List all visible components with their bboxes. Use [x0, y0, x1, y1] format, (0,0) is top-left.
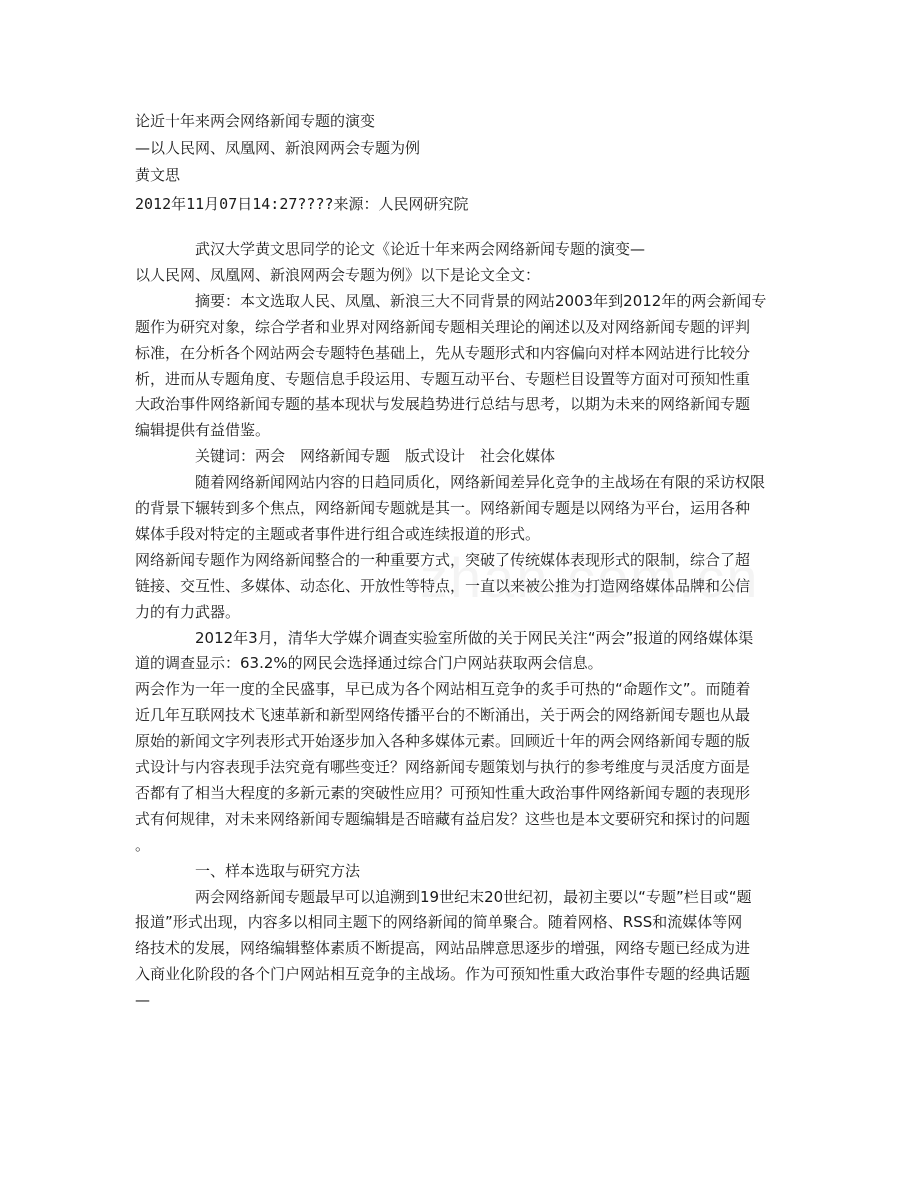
author-name: 黄文思 — [135, 166, 181, 184]
body-line: 两会网络新闻专题最早可以追溯到19世纪末20世纪初，最初主要以“专题”栏目或“题 — [135, 887, 752, 906]
body-line: 摘要：本文选取人民、凤凰、新浪三大不同背景的网站2003年到2012年的两会新闻专 — [135, 291, 767, 310]
body-line: 随着网络新闻网站内容的日趋同质化，网络新闻差异化竞争的主战场在有限的采访权限 — [135, 473, 766, 492]
body-line: 关键词：两会 网络新闻专题 版式设计 社会化媒体 — [135, 447, 556, 466]
body-line: 络技术的发展，网络编辑整体素质不断提高，网站品牌意思逐步的增强，网络专题已经成为进 — [135, 939, 751, 958]
body-line: 网络新闻专题作为网络新闻整合的一种重要方式，突破了传统媒体表现形式的限制，综合了超 — [135, 550, 751, 569]
body-line: 链接、交互性、多媒体、动态化、开放性等特点，一直以来被公推为打造网络媒体品牌和公信 — [135, 576, 751, 595]
body-line: 题作为研究对象，综合学者和业界对网络新闻专题相关理论的阐述以及对网络新闻专题的评判 — [135, 317, 751, 336]
body-line: 式有何规律，对未来网络新闻专题编辑是否暗藏有益启发？这些也是本文要研究和探讨的问题 — [135, 809, 751, 828]
body-line: 2012年3月，清华大学媒介调查实验室所做的关于网民关注“两会”报道的网络媒体渠 — [135, 628, 754, 647]
body-line: 编辑提供有益借鉴。 — [135, 421, 271, 440]
body-line: — — [135, 991, 150, 1010]
body-line: 大政治事件网络新闻专题的基本现状与发展趋势进行总结与思考，以期为未来的网络新闻专题 — [135, 395, 751, 414]
date-source-line: 2012年11月07日14:27????来源：人民网研究院 — [135, 195, 469, 213]
body-line: 力的有力武器。 — [135, 602, 241, 621]
body-line: 析，进而从专题角度、专题信息手段运用、专题互动平台、专题栏目设置等方面对可预知性重 — [135, 369, 751, 388]
document-title: 论近十年来两会网络新闻专题的演变 — [135, 112, 376, 130]
document-subtitle: —以人民网、凤凰网、新浪网两会专题为例 — [135, 139, 421, 157]
body-line: 武汉大学黄文思同学的论文《论近十年来两会网络新闻专题的演变— — [135, 240, 646, 258]
body-line: 近几年互联网技术飞速革新和新型网络传播平台的不断涌出，关于两会的网络新闻专题也从最 — [135, 706, 751, 725]
body-line: 报道”形式出现，内容多以相同主题下的网络新闻的简单聚合。随着网格、RSS和流媒体等网 — [135, 913, 743, 932]
body-line: 的背景下辗转到多个焦点，网络新闻专题就是其一。网络新闻专题是以网络为平台，运用各种 — [135, 499, 751, 517]
body-line: 一、样本选取与研究方法 — [135, 861, 361, 880]
body-line: 否都有了相当大程度的多新元素的突破性应用？可预知性重大政治事件网络新闻专题的表现形 — [135, 783, 751, 802]
body-line: 入商业化阶段的各个门户网站相互竞争的主战场。作为可预知性重大政治事件专题的经典话题 — [135, 965, 751, 984]
body-line: 两会作为一年一度的全民盛事，早已成为各个网站相互竞争的炙手可热的“命题作文”。而随着 — [135, 680, 751, 699]
body-line: 标准，在分析各个网站两会专题特色基础上，先从专题形式和内容偏向对样本网站进行比较分 — [135, 343, 751, 362]
body-line: 媒体手段对特定的主题或者事件进行组合或连续报道的形式。 — [135, 524, 541, 543]
body-line: 以人民网、凤凰网、新浪网两会专题为例》以下是论文全文： — [135, 265, 541, 284]
body-line: 道的调查显示：63.2%的网民会选择通过综合门户网站获取两会信息。 — [135, 654, 603, 673]
body-line: 。 — [135, 835, 151, 854]
body-line: 式设计与内容表现手法究竟有哪些变迁？网络新闻专题策划与执行的参考维度与灵活度方面是 — [135, 758, 751, 776]
body-line: 原始的新闻文字列表形式开始逐步加入各种多媒体元素。回顾近十年的两会网络新闻专题的版 — [135, 732, 751, 751]
